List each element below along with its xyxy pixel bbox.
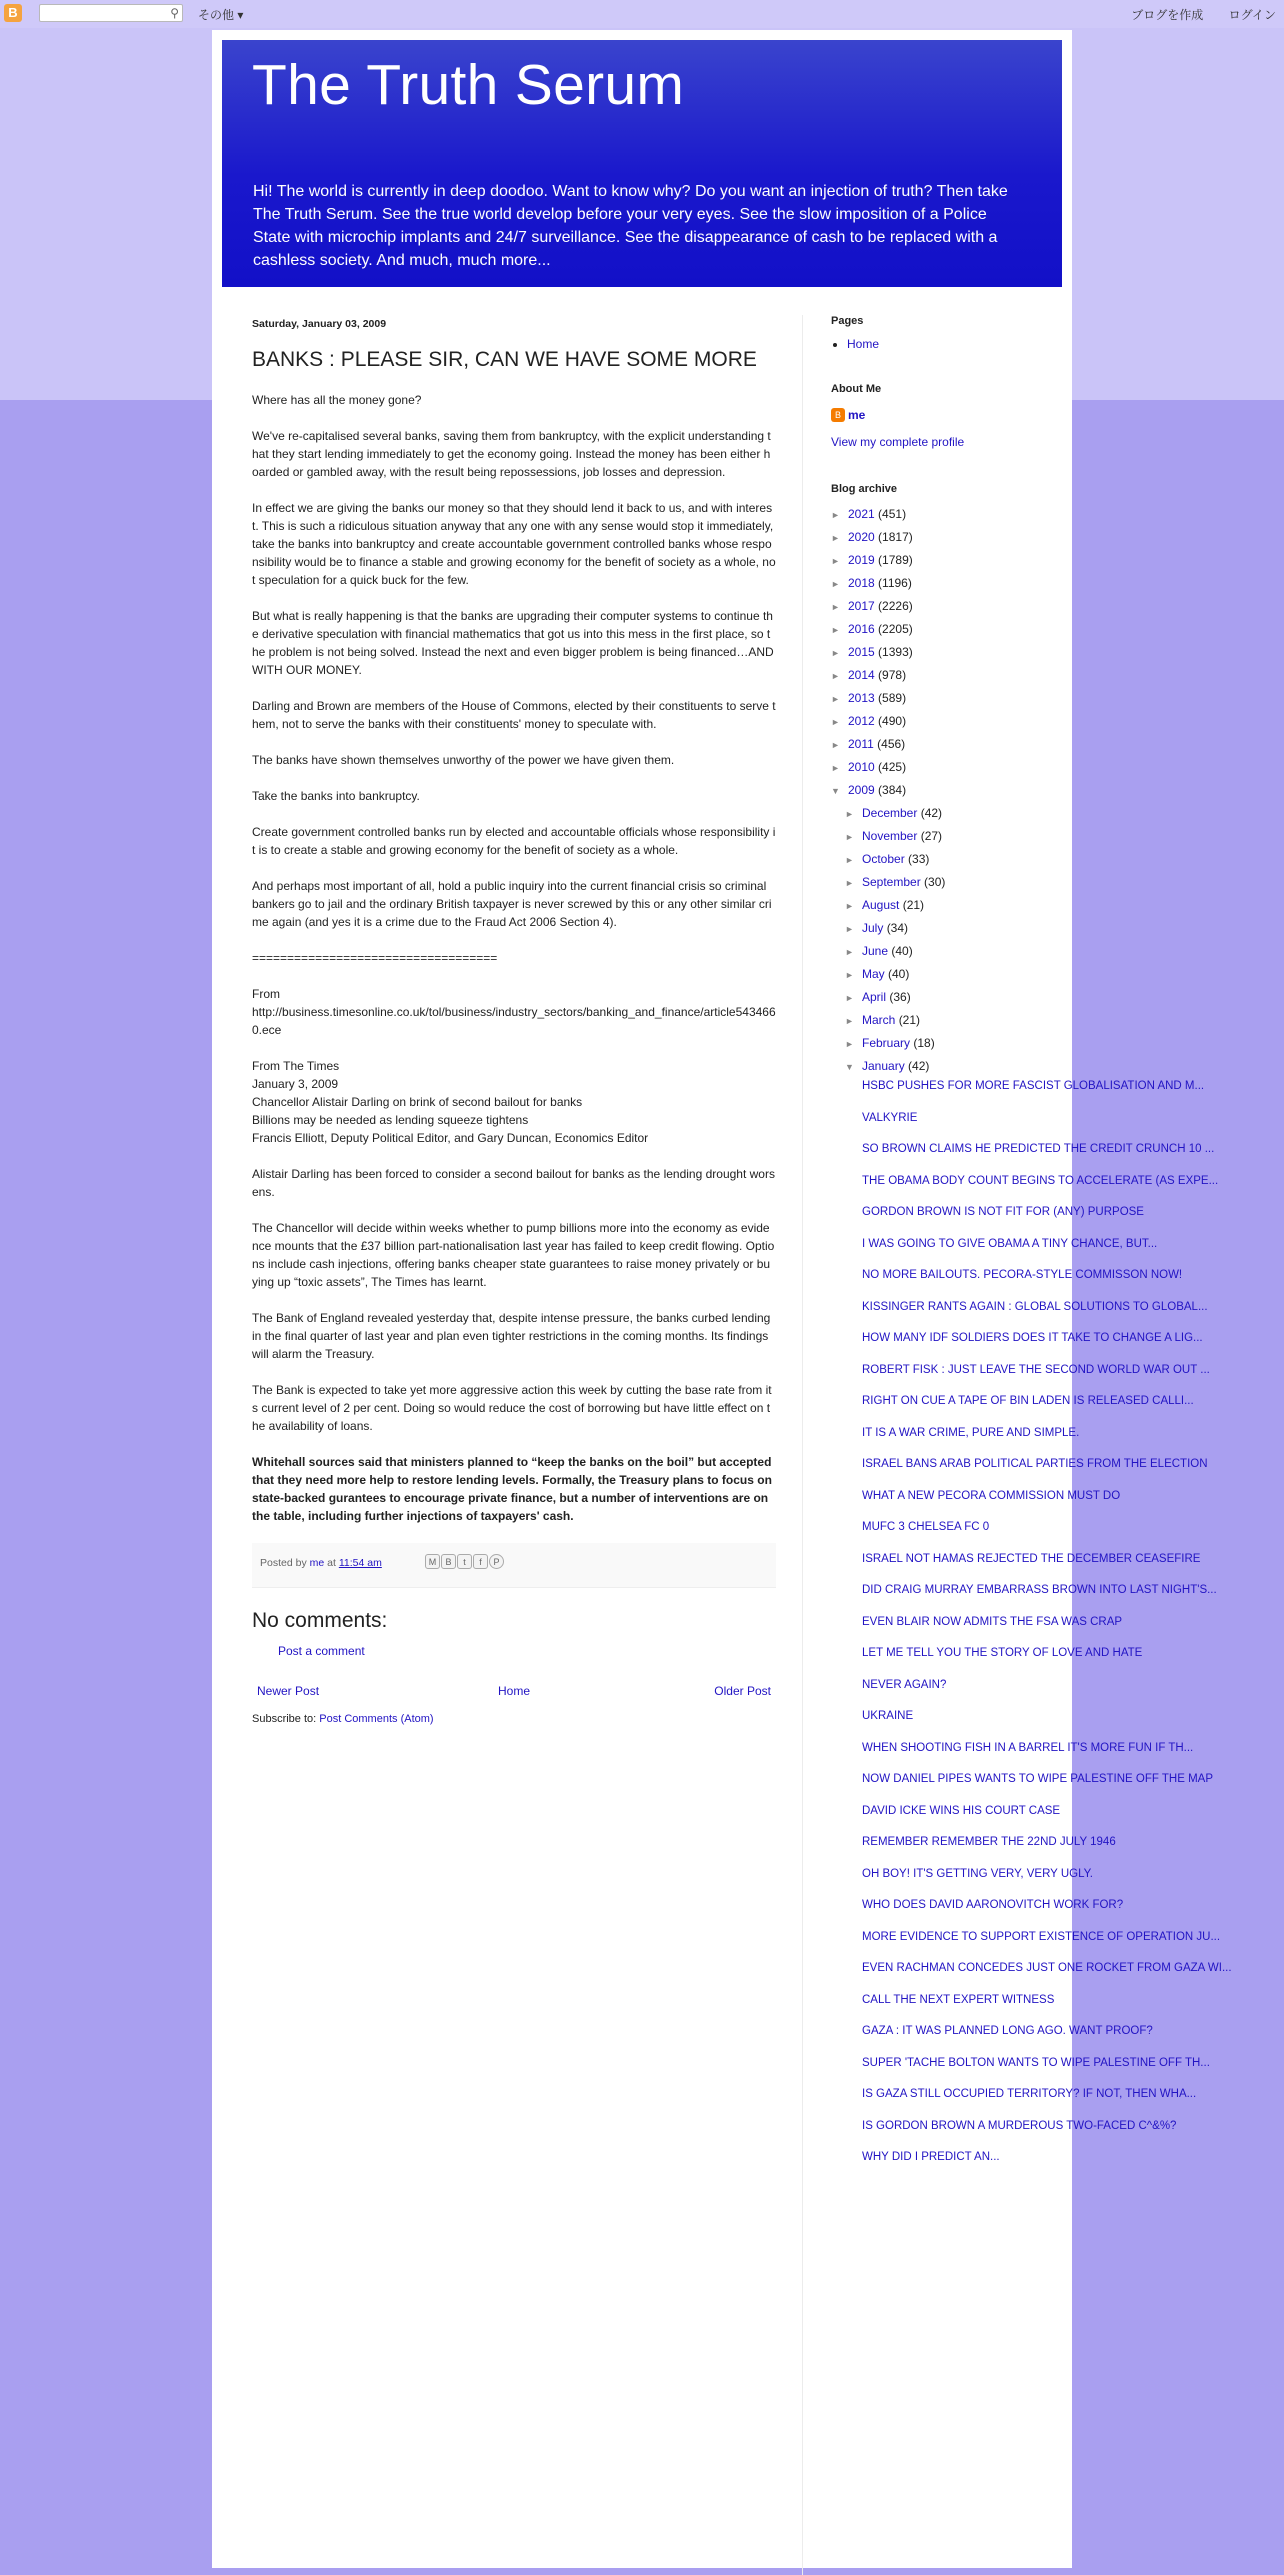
archive-post-title: IS GORDON BROWN A MURDEROUS TWO-FACED C^&%? (862, 2119, 1177, 2132)
archive-post-link[interactable] (862, 1867, 1093, 1891)
archive-post-title: NO MORE BAILOUTS. PECORA-STYLE COMMISSON NOW! (862, 1269, 1183, 1281)
archive-year (831, 620, 1043, 643)
archive-post-link[interactable] (862, 1773, 1214, 1796)
archive-post-title: WHEN SHOOTING FISH IN A BARREL IT'S MORE FUN IF TH... (862, 1741, 1194, 1754)
post-paragraph: But what is really happening is that the banks are upgrading their computer systems to continue the derivative speculation with financial mathematics that got us into this mess in the first place, so the problem is not being solved. Instead the next and even bigger problem is being financed…AND WITH OUR MONEY. (252, 609, 774, 677)
archive-post-title: IS GAZA STILL OCCUPIED TERRITORY? IF NOT, THEN WHA... (862, 2088, 1197, 2100)
archive-post-link[interactable] (862, 1237, 1158, 1261)
archive-year-count: (456) (877, 737, 906, 751)
archive-post-title: MUFC 3 CHELSEA FC 0 (862, 1521, 990, 1533)
post-paragraph-bold: Whitehall sources said that ministers planned to “keep the banks on the boil” but accepted that they need more help to restore lending levels. Formally, the Treasury plans to focus on state-backed gurantees to encourage private finance, but a number of interventions are on the table, including further injections of taxpayers' cash. (252, 1455, 772, 1523)
pinterest-share-icon[interactable]: P (489, 1554, 504, 1569)
archive-month (845, 965, 1043, 988)
author-link[interactable]: me (309, 1557, 325, 1569)
post-comments-atom-link[interactable]: Post Comments (Atom) (319, 1713, 434, 1725)
archive-year-count: (1393) (878, 645, 913, 659)
archive-post-title: THE OBAMA BODY COUNT BEGINS TO ACCELERATE (AS EXPE... (862, 1174, 1219, 1187)
post-paragraph: =================================== (252, 951, 498, 965)
post-paragraph: Take the banks into bankruptcy. (252, 789, 420, 803)
blog-pager (252, 1682, 776, 1700)
pages-list (831, 337, 1043, 351)
archive-month-link[interactable]: December (862, 806, 918, 820)
archive-month (845, 919, 1043, 942)
post-paragraph: And perhaps most important of all, hold a public inquiry into the current financial crisis so criminal bankers go to jail and the ordinary British taxpayer is never screwed by this or any other similar crime again (and yes it is a crime due to the Fraud Act 2006 Section 4). (252, 879, 772, 929)
archive-month-count: (42) (920, 806, 943, 820)
toggle-closed-icon[interactable]: ► (831, 694, 840, 704)
archive-month-count: (21) (898, 1013, 921, 1027)
archive-post-title: DAVID ICKE WINS HIS COURT CASE (862, 1804, 1061, 1817)
archive-year-link[interactable]: 2015 (848, 645, 875, 659)
archive-post-title: DID CRAIG MURRAY EMBARRASS BROWN INTO LAST NIGHT'S... (862, 1584, 1217, 1596)
archive-month-open-count: (42) (908, 1059, 930, 1073)
facebook-share-icon[interactable]: f (473, 1554, 488, 1569)
archive-post-title: LET ME TELL YOU THE STORY OF LOVE AND HATE (862, 1647, 1143, 1659)
post-paragraph: The Bank is expected to take yet more aggressive action this week by cutting the base rate from its current level of 2 per cent. Doing so would reduce the cost of borrowing but have little effect on the availability of loans. (252, 1383, 772, 1433)
toggle-closed-icon[interactable]: ► (831, 763, 840, 773)
archive-post-link[interactable] (862, 1584, 1217, 1607)
archive-post-title: IT IS A WAR CRIME, PURE AND SIMPLE. (862, 1426, 1080, 1439)
email-share-icon[interactable]: M (425, 1554, 440, 1569)
archive-month (845, 873, 1043, 896)
sidebar (831, 315, 1232, 2183)
archive-post-link[interactable] (862, 1080, 1205, 1103)
toggle-closed-icon[interactable]: ► (831, 740, 840, 750)
archive-post-link[interactable] (862, 1993, 1055, 2017)
archive-year-link[interactable]: 2021 (848, 507, 875, 521)
archive-post-link[interactable] (862, 1269, 1183, 1292)
archive-month-count: (21) (902, 898, 925, 912)
archive-post-link[interactable] (862, 1836, 1116, 1859)
archive-post-title: GORDON BROWN IS NOT FIT FOR (ANY) PURPOSE (862, 1206, 1144, 1218)
post-date: Saturday, January 03, 2009 (252, 318, 387, 330)
archive-month-link[interactable]: September (862, 875, 921, 889)
post-paragraph: Darling and Brown are members of the House of Commons, elected by their constituents to serve them, not to serve the banks with their constituents' money to speculate with. (252, 699, 776, 731)
archive-post-link[interactable] (862, 1395, 1194, 1418)
archive-post-link[interactable] (862, 1521, 1043, 1544)
archive-year-link[interactable]: 2012 (848, 714, 875, 728)
post-paragraph: The Chancellor will decide within weeks whether to pump billions more into the economy as evidence mounts that the £37 billion part-nationalisation last year has failed to keep credit flowing. Options include cash injections, offering banks cheaper state guarantees to raise money privately or buying up “toxic assets”, The Times has learnt. (252, 1221, 775, 1289)
archive-post-link[interactable] (862, 1647, 1143, 1670)
archive-post-link[interactable] (862, 1962, 1232, 1985)
archive-year (831, 597, 1043, 620)
archive-post-link[interactable] (862, 1899, 1124, 1922)
archive-posts-container (831, 1080, 1232, 2174)
blog-title[interactable]: The Truth Serum (252, 53, 685, 117)
archive-month-count: (30) (924, 875, 946, 889)
comments-heading: No comments: (252, 1609, 388, 1632)
archive-post-title: EVEN BLAIR NOW ADMITS THE FSA WAS CRAP (862, 1615, 1123, 1628)
archive-post-title: MORE EVIDENCE TO SUPPORT EXISTENCE OF OPERATION JU... (862, 1930, 1221, 1943)
login-link[interactable]: ログイン (1228, 8, 1276, 22)
archive-year-link[interactable]: 2011 (848, 737, 874, 751)
archive-month (845, 1011, 1043, 1034)
post-body (252, 391, 776, 1525)
toggle-open-icon[interactable]: ▼ (831, 786, 840, 796)
navbar-more-menu[interactable]: その他 ▾ (198, 8, 244, 22)
toggle-closed-icon[interactable]: ► (845, 993, 854, 1003)
toggle-closed-icon[interactable]: ► (845, 878, 854, 888)
archive-post-link[interactable] (862, 1143, 1215, 1166)
archive-month-link[interactable]: July (862, 921, 884, 935)
subscribe-label: Subscribe to: (252, 1713, 317, 1725)
archive-year (831, 528, 1043, 551)
toggle-closed-icon[interactable]: ► (831, 556, 840, 566)
archive-month-count: (34) (886, 921, 909, 935)
blogger-logo-icon[interactable]: B (4, 4, 22, 22)
archive-month-link[interactable]: October (862, 852, 905, 866)
archive-post-link[interactable] (862, 1363, 1210, 1387)
archive-post-title: NEVER AGAIN? (862, 1678, 947, 1691)
archive-post-title: ISRAEL BANS ARAB POLITICAL PARTIES FROM THE ELECTION (862, 1458, 1208, 1470)
post-comment-link[interactable]: Post a comment (278, 1644, 365, 1658)
archive-year-count: (1789) (878, 553, 913, 567)
post-paragraph: Alistair Darling has been forced to consider a second bailout for banks as the lending drought worsens. (252, 1167, 775, 1199)
about-heading: About Me (831, 383, 882, 395)
view-profile-link[interactable]: View my complete profile (831, 435, 965, 449)
toggle-closed-icon[interactable]: ► (831, 579, 840, 589)
post-paragraph: From http://business.timesonline.co.uk/tol/business/industry_sectors/banking_and_finance/article5434660.ece (252, 987, 776, 1037)
archive-post-title: EVEN RACHMAN CONCEDES JUST ONE ROCKET FROM GAZA WI... (862, 1962, 1232, 1974)
blogthis-share-icon[interactable]: B (441, 1554, 456, 1569)
archive-post-title: HSBC PUSHES FOR MORE FASCIST GLOBALISATION AND M... (862, 1080, 1205, 1092)
toggle-closed-icon[interactable]: ► (831, 671, 840, 681)
archive-year-link[interactable]: 2020 (848, 530, 875, 544)
archive-year-link[interactable]: 2019 (848, 553, 875, 567)
archive-post-link[interactable] (862, 1615, 1123, 1639)
archive-month-link[interactable]: March (862, 1013, 896, 1027)
toggle-closed-icon[interactable]: ► (831, 602, 840, 612)
navbar-search-input[interactable] (39, 4, 183, 22)
archive-year-link[interactable]: 2013 (848, 691, 875, 705)
archive-post-link[interactable] (862, 1741, 1194, 1765)
archive-post-title: ROBERT FISK : JUST LEAVE THE SECOND WORLD WAR OUT ... (862, 1363, 1210, 1376)
archive-post-title: WHY DID I PREDICT AN... (862, 2151, 1000, 2163)
archive-post-link[interactable] (862, 1804, 1061, 1828)
archive-month-open (845, 1057, 1043, 1080)
about-name-link[interactable]: me (848, 407, 866, 422)
archive-post-title: WHO DOES DAVID AARONOVITCH WORK FOR? (862, 1899, 1124, 1911)
archive-post-title: ISRAEL NOT HAMAS REJECTED THE DECEMBER CEASEFIRE (862, 1552, 1201, 1565)
archive-year-count: (589) (878, 691, 907, 705)
archive-month (845, 850, 1043, 873)
archive-post-link[interactable] (862, 1112, 1043, 1135)
archive-post-title: NOW DANIEL PIPES WANTS TO WIPE PALESTINE OFF THE MAP (862, 1773, 1214, 1785)
blog-header (222, 40, 1062, 287)
archive-month-count: (40) (888, 967, 910, 981)
post-paragraph: We've re-capitalised several banks, saving them from bankruptcy, with the explicit understanding that they start lending immediately to get the economy going. Instead the money has been either hoarded or gambled away, with the result being repossessions, job losses and depression. (252, 429, 771, 479)
archive-post-link[interactable] (862, 1679, 1043, 1702)
toggle-closed-icon[interactable]: ► (831, 533, 840, 543)
toggle-open-icon[interactable]: ▼ (845, 1062, 854, 1072)
toggle-closed-icon[interactable]: ► (831, 717, 840, 727)
archive-post-link[interactable] (862, 1426, 1080, 1450)
archive-year (831, 735, 1043, 758)
newer-post-link[interactable]: Newer Post (257, 1684, 320, 1698)
main-column (252, 315, 776, 1728)
toggle-closed-icon[interactable]: ► (845, 809, 854, 819)
archive-year (831, 689, 1043, 712)
archive-month-link[interactable]: June (862, 944, 889, 958)
archive-post-link[interactable] (862, 1930, 1221, 1954)
archive-posts-list (831, 1080, 1232, 2174)
archive-month-count: (40) (891, 944, 913, 958)
archive-post-link[interactable] (862, 1552, 1201, 1576)
search-icon[interactable]: ⚲ (170, 6, 179, 20)
toggle-closed-icon[interactable]: ► (845, 832, 854, 842)
archive-year (831, 551, 1043, 574)
archive-post-link[interactable] (862, 1300, 1208, 1324)
create-blog-link[interactable]: ブログを作成 (1131, 8, 1204, 22)
post-paragraph: In effect we are giving the banks our money so that they should lend it back to us, and with interest. This is such a ridiculous situation anyway that any one with any sense would stop it immediately, take the banks into bankruptcy and create accountable government controlled banks whose responsibility would be to finance a stable and growing economy for the benefit of society as a whole, not speculation for a quick buck for the few. (252, 501, 776, 587)
archive-month (845, 1034, 1043, 1057)
post-footer (252, 1543, 776, 1588)
archive-year (831, 643, 1043, 666)
toggle-closed-icon[interactable]: ► (831, 625, 840, 635)
archive-post-title: GAZA : IT WAS PLANNED LONG AGO. WANT PROOF? (862, 2025, 1153, 2037)
archive-month (845, 804, 1043, 827)
content-outer (212, 30, 1232, 2568)
archive-post-link[interactable] (862, 1489, 1121, 1513)
toggle-closed-icon[interactable]: ► (845, 901, 854, 911)
archive-post-link[interactable] (862, 1710, 1043, 1733)
home-link[interactable]: Home (498, 1684, 531, 1698)
archive-year-open-link[interactable]: 2009 (848, 783, 875, 797)
posted-by-label: Posted by (260, 1557, 307, 1569)
archive-year-link[interactable]: 2017 (848, 599, 875, 613)
at-label: at (327, 1557, 336, 1569)
archive-month (845, 827, 1043, 850)
archive-month-count: (27) (920, 829, 943, 843)
toggle-closed-icon[interactable]: ► (845, 947, 854, 957)
post-paragraph: The Bank of England revealed yesterday that, despite intense pressure, the banks curbed lending in the final quarter of last year and plan even tighter restrictions in the coming months. Its findings will alarm the Treasury. (252, 1311, 771, 1361)
pages-home-link[interactable]: Home (847, 337, 880, 351)
archive-year (831, 758, 1043, 781)
archive-month-count: (18) (913, 1036, 935, 1050)
archive-post-link[interactable] (862, 2088, 1197, 2111)
archive-post-title: HOW MANY IDF SOLDIERS DOES IT TAKE TO CHANGE A LIG... (862, 1332, 1203, 1344)
toggle-closed-icon[interactable]: ► (831, 510, 840, 520)
toggle-closed-icon[interactable]: ► (845, 970, 854, 980)
post-paragraph: From The Times January 3, 2009 Chancellor Alistair Darling on brink of second bailout for banks Billions may be needed as lending squeeze tightens Francis Elliott, Deputy Political Editor, and Gary Duncan, Economics Editor (252, 1059, 649, 1145)
caret-down-icon: ▾ (234, 8, 244, 22)
archive-month-count: (36) (889, 990, 911, 1004)
subscribe-line (252, 1710, 776, 1728)
archive-post-link[interactable] (862, 2151, 1043, 2174)
archive-year-open (831, 781, 1043, 804)
archive-month (845, 942, 1043, 965)
column-divider (802, 315, 803, 2575)
archive-post-title: UKRAINE (862, 1710, 914, 1722)
archive-year-count: (451) (878, 507, 907, 521)
older-post-link[interactable]: Older Post (714, 1684, 771, 1698)
archive-post-title: VALKYRIE (862, 1111, 918, 1124)
archive-month-link[interactable]: February (862, 1036, 911, 1050)
archive-post-title: RIGHT ON CUE A TAPE OF BIN LADEN IS RELEASED CALLI... (862, 1395, 1194, 1407)
archive-year-count: (1196) (878, 576, 912, 590)
post-paragraph: Where has all the money gone? (252, 393, 422, 407)
archive-post-title: SO BROWN CLAIMS HE PREDICTED THE CREDIT CRUNCH 10 ... (862, 1143, 1215, 1155)
archive-post-link[interactable] (862, 2119, 1177, 2143)
archive-post-link[interactable] (862, 2025, 1153, 2048)
archive-post-link[interactable] (862, 1458, 1208, 1481)
archive-year-count: (2226) (878, 599, 913, 613)
blogger-profile-icon: B (831, 408, 845, 422)
pages-heading: Pages (831, 315, 864, 327)
archive-year-count: (2205) (878, 622, 913, 636)
archive-post-title: I WAS GOING TO GIVE OBAMA A TINY CHANCE, BUT... (862, 1237, 1158, 1250)
archive-year-open-count: (384) (878, 783, 907, 797)
archive-month-link[interactable]: May (862, 967, 885, 981)
archive-post-link[interactable] (862, 1332, 1203, 1355)
archive-year-count: (978) (878, 668, 907, 682)
post-paragraph: Create government controlled banks run by elected and accountable officials whose responsibility it is to create a stable and growing economy for the benefit of society as a whole. (252, 825, 776, 857)
archive-year (831, 666, 1043, 689)
post-time-link[interactable]: 11:54 am (338, 1557, 382, 1569)
archive-post-title: REMEMBER REMEMBER THE 22ND JULY 1946 (862, 1836, 1116, 1848)
archive-post-title: CALL THE NEXT EXPERT WITNESS (862, 1993, 1055, 2006)
archive-post-link[interactable] (862, 2056, 1210, 2080)
archive-heading: Blog archive (831, 483, 898, 495)
archive-month (845, 896, 1043, 919)
archive-month-link[interactable]: November (862, 829, 918, 843)
archive-year-link[interactable]: 2018 (848, 576, 875, 590)
archive-year (831, 712, 1043, 735)
archive-year-count: (425) (878, 760, 907, 774)
archive-year-count: (1817) (878, 530, 913, 544)
archive-post-title: SUPER 'TACHE BOLTON WANTS TO WIPE PALESTINE OFF TH... (862, 2056, 1210, 2069)
twitter-share-icon[interactable]: t (457, 1554, 472, 1569)
archive-post-link[interactable] (862, 1174, 1219, 1198)
archive-month-open-link[interactable]: January (862, 1059, 905, 1073)
archive-month-link[interactable]: April (862, 990, 887, 1004)
archive-year-link[interactable]: 2010 (848, 760, 875, 774)
toggle-closed-icon[interactable]: ► (845, 924, 854, 934)
blog-description: Hi! The world is currently in deep doodoo. Want to know why? Do you want an injection of truth? Then take The Truth Serum. See the true world develop before your very eyes. See the slow imposition of a Police State with microchip implants and 24/7 surveillance. See the disappearance of cash to be replaced with a cashless society. And much, much more... (253, 183, 1008, 269)
share-buttons (425, 1553, 505, 1571)
archive-month-link[interactable]: August (862, 898, 900, 912)
post-title: BANKS : PLEASE SIR, CAN WE HAVE SOME MORE (252, 348, 757, 371)
archive-month-count: (33) (908, 852, 930, 866)
archive-list (831, 505, 1232, 2174)
toggle-closed-icon[interactable]: ► (845, 855, 854, 865)
toggle-closed-icon[interactable]: ► (845, 1016, 854, 1026)
archive-year (831, 505, 1043, 528)
archive-year-link[interactable]: 2016 (848, 622, 875, 636)
archive-year-count: (490) (878, 714, 907, 728)
archive-year-link[interactable]: 2014 (848, 668, 875, 682)
blogger-navbar (0, 0, 1284, 28)
archive-months-container (831, 804, 1043, 1080)
toggle-closed-icon[interactable]: ► (845, 1039, 854, 1049)
archive-year (831, 574, 1043, 597)
archive-post-title: KISSINGER RANTS AGAIN : GLOBAL SOLUTIONS TO GLOBAL... (862, 1300, 1208, 1313)
archive-post-link[interactable] (862, 1206, 1144, 1229)
archive-post-title: OH BOY! IT'S GETTING VERY, VERY UGLY. (862, 1867, 1093, 1880)
post-paragraph: The banks have shown themselves unworthy of the power we have given them. (252, 753, 675, 767)
toggle-closed-icon[interactable]: ► (831, 648, 840, 658)
archive-post-title: WHAT A NEW PECORA COMMISSION MUST DO (862, 1489, 1121, 1502)
archive-month (845, 988, 1043, 1011)
